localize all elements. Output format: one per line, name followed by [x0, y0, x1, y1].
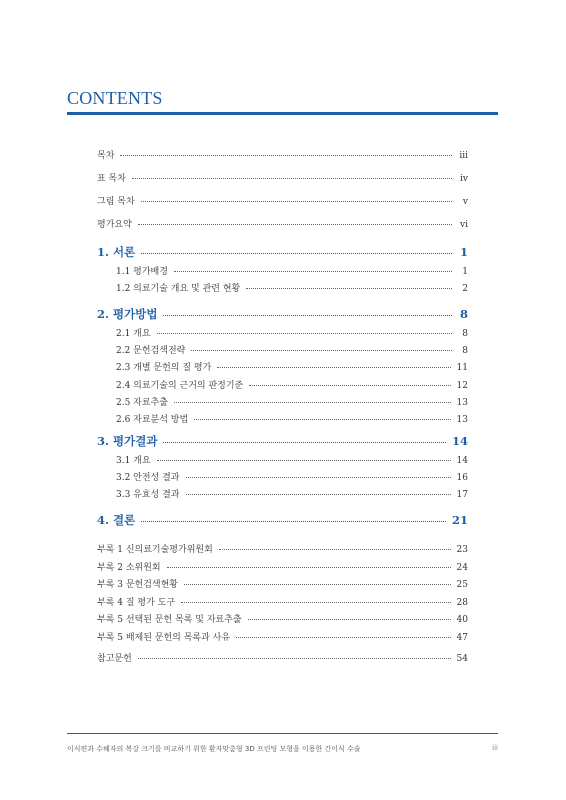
dot-leader — [219, 549, 451, 550]
footer-document-title: 이식편과 수혜자의 복강 크기를 비교하기 위한 환자맞춤형 3D 프린팅 모형을 이용한 간이식 수술 — [67, 745, 361, 753]
footer-page-number: iii — [492, 744, 498, 752]
toc-entry-page: 8 — [462, 346, 468, 357]
dot-leader — [138, 224, 452, 225]
toc-entry-page: 8 — [462, 329, 468, 339]
toc-front-entry[interactable] — [97, 194, 468, 207]
dot-leader — [163, 442, 446, 443]
toc-appendix-entry[interactable] — [97, 612, 468, 625]
dot-leader — [246, 288, 452, 289]
toc-chapter-entry[interactable] — [97, 433, 468, 449]
toc-entry-page: 11 — [456, 363, 468, 374]
toc-appendix-entry[interactable] — [97, 560, 468, 573]
toc-entry-label: 1.1 평가배경 — [116, 267, 168, 277]
toc-entry-label: 2.1 개요 — [116, 329, 151, 339]
dot-leader — [167, 567, 451, 568]
toc-entry-label: 2.6 자료분석 방법 — [116, 415, 189, 425]
toc-entry-label: 1.2 의료기술 개요 및 관련 현황 — [116, 284, 241, 295]
toc-entry-page: iii — [459, 151, 468, 161]
toc-entry-label: 목차 — [97, 151, 115, 161]
toc-entry-label: 부록 5 선택된 문헌 목록 및 자료추출 — [97, 615, 242, 626]
toc-chapter-entry[interactable] — [97, 512, 468, 528]
toc-section-entry[interactable] — [116, 487, 468, 500]
toc-section-entry[interactable] — [116, 281, 468, 294]
toc-entry-label: 그림 목차 — [97, 197, 135, 207]
dot-leader — [174, 402, 451, 403]
dot-leader — [132, 178, 452, 179]
dot-leader — [249, 385, 450, 386]
toc-entry-label: 4. 결론 — [97, 513, 136, 527]
toc-entry-page: vi — [460, 220, 468, 230]
toc-front-entry[interactable] — [97, 217, 468, 230]
toc-entry-page: 17 — [456, 490, 468, 501]
dot-leader — [163, 315, 452, 316]
toc-section-entry[interactable] — [116, 378, 468, 391]
dot-leader — [186, 494, 451, 495]
toc-section-entry[interactable] — [116, 395, 468, 408]
dot-leader — [248, 619, 451, 620]
dot-leader — [120, 155, 452, 156]
toc-section-entry[interactable] — [116, 264, 468, 277]
toc-entry-label: 3.2 안전성 결과 — [116, 473, 180, 484]
toc-entry-page: 13 — [456, 397, 468, 408]
toc-entry-label: 참고문헌 — [97, 654, 132, 664]
toc-appendix-entry[interactable] — [97, 630, 468, 643]
dot-leader — [236, 637, 450, 638]
toc-section-entry[interactable] — [116, 343, 468, 356]
dot-leader — [194, 419, 450, 420]
footer-divider — [67, 733, 498, 734]
dot-leader — [191, 350, 452, 351]
toc-entry-label: 부록 3 문헌검색현황 — [97, 580, 179, 591]
toc-entry-label: 부록 5 배제된 문헌의 목록과 사유 — [97, 633, 231, 643]
toc-entry-label: 표 목차 — [97, 174, 126, 184]
toc-front-entry[interactable] — [97, 171, 468, 184]
toc-entry-label: 3.3 유효성 결과 — [116, 490, 180, 501]
toc-front-entry[interactable] — [97, 148, 468, 161]
dot-leader — [138, 658, 451, 659]
toc-entry-label: 부록 4 질 평가 도구 — [97, 597, 176, 608]
toc-entry-page: 21 — [451, 513, 468, 527]
toc-entry-label: 부록 1 신의료기술평가위원회 — [97, 545, 213, 555]
toc-entry-page: 8 — [459, 307, 468, 321]
toc-entry-page: 28 — [456, 597, 468, 608]
toc-entry-page: 2 — [462, 284, 468, 295]
dot-leader — [186, 477, 451, 478]
toc-entry-page: 1 — [462, 267, 468, 277]
dot-leader — [184, 584, 451, 585]
toc-chapter-entry[interactable] — [97, 306, 468, 322]
toc-entry-label: 1. 서론 — [97, 245, 136, 259]
toc-entry-page: 14 — [456, 456, 468, 466]
toc-entry-page: 25 — [456, 580, 468, 591]
toc-section-entry[interactable] — [116, 360, 468, 373]
toc-entry-page: 14 — [451, 434, 468, 448]
toc-entry-page: 12 — [456, 380, 468, 391]
toc-entry-label: 2. 평가방법 — [97, 307, 158, 321]
dot-leader — [157, 333, 452, 334]
toc-entry-label: 2.5 자료추출 — [116, 397, 168, 408]
toc-entry-label: 2.3 개별 문헌의 질 평가 — [116, 363, 212, 374]
toc-entry-page: 54 — [456, 654, 468, 664]
toc-appendix-entry[interactable] — [97, 542, 468, 555]
toc-entry-page: iv — [460, 174, 468, 184]
toc-entry-page: 13 — [456, 415, 468, 425]
toc-entry-page: 16 — [456, 473, 468, 484]
toc-entry-label: 3.1 개요 — [116, 456, 151, 466]
toc-entry-label: 3. 평가결과 — [97, 434, 158, 448]
toc-section-entry[interactable] — [116, 412, 468, 425]
toc-entry-page: 47 — [456, 633, 468, 643]
toc-entry-label: 2.4 의료기술의 근거의 판정기준 — [116, 380, 244, 391]
dot-leader — [217, 367, 450, 368]
toc-entry-label: 평가요약 — [97, 220, 132, 230]
toc-entry-page: 23 — [456, 545, 468, 555]
toc-section-entry[interactable] — [116, 470, 468, 483]
toc-entry-page: 24 — [456, 562, 468, 573]
toc-section-entry[interactable] — [116, 453, 468, 466]
dot-leader — [141, 201, 452, 202]
toc-entry-page: 1 — [459, 245, 468, 259]
toc-chapter-entry[interactable] — [97, 244, 468, 260]
toc-entry-page: v — [462, 197, 468, 207]
toc-entry-label: 2.2 문헌검색전략 — [116, 346, 186, 357]
dot-leader — [157, 460, 451, 461]
dot-leader — [174, 271, 452, 272]
dot-leader — [181, 602, 451, 603]
dot-leader — [141, 253, 452, 254]
dot-leader — [141, 521, 446, 522]
toc-section-entry[interactable] — [116, 326, 468, 339]
toc-references-entry[interactable] — [97, 651, 468, 664]
page-title: CONTENTS — [67, 88, 163, 108]
toc-entry-page: 40 — [456, 615, 468, 626]
toc-appendix-entry[interactable] — [97, 595, 468, 608]
toc-entry-label: 부록 2 소위원회 — [97, 562, 161, 573]
toc-appendix-entry[interactable] — [97, 577, 468, 590]
